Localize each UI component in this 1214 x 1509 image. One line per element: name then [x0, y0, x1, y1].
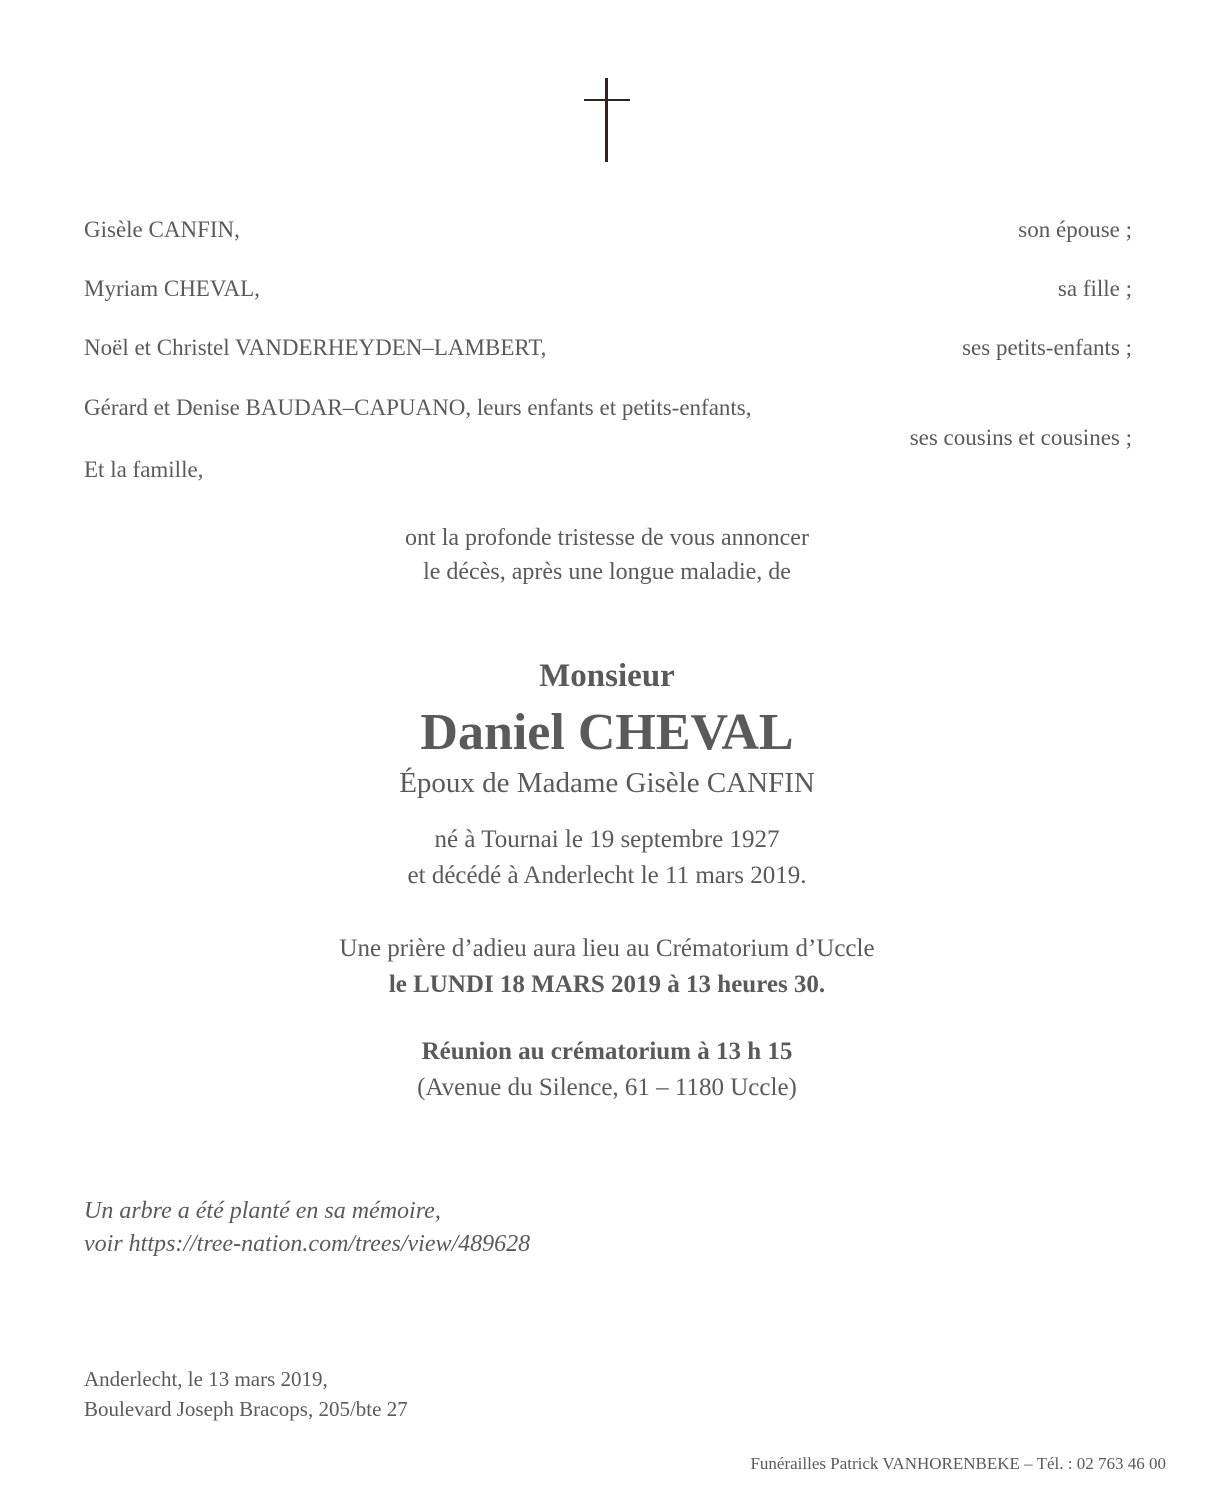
family-member-name: Noël et Christel VANDERHEYDEN–LAMBERT, — [84, 335, 547, 360]
meeting-time: Réunion au crématorium à 13 h 15 — [421, 1038, 793, 1065]
deceased-name: Daniel CHEVAL — [420, 704, 794, 761]
announcement — [0, 521, 1214, 589]
place-and-date — [84, 1364, 408, 1424]
cross-icon — [584, 78, 630, 162]
meeting-address: (Avenue du Silence, 61 – 1180 Uccle) — [417, 1074, 797, 1101]
announcement-line: ont la profonde tristesse de vous annoncer — [405, 525, 809, 551]
death-line: et décédé à Anderlecht le 11 mars 2019. — [407, 862, 807, 889]
family-member-relation: ses cousins et cousines ; — [909, 425, 1132, 450]
address-line: Boulevard Joseph Bracops, 205/bte 27 — [84, 1397, 408, 1421]
family-member-name: Myriam CHEVAL, — [84, 276, 260, 301]
ceremony-date: le LUNDI 18 MARS 2019 à 13 heures 30. — [388, 971, 826, 998]
tree-link: voir https://tree-nation.com/trees/view/489628 — [84, 1231, 531, 1257]
tree-line: Un arbre a été planté en sa mémoire, — [84, 1198, 441, 1224]
place-date-line: Anderlecht, le 13 mars 2019, — [84, 1367, 328, 1391]
family-member-name: Gisèle CANFIN, — [84, 217, 240, 242]
announcement-line: le décès, après une longue maladie, de — [423, 559, 791, 585]
birth-line: né à Tournai le 19 septembre 1927 — [434, 826, 780, 853]
family-member-relation: ses petits-enfants ; — [962, 335, 1132, 360]
funeral-home-footer: Funérailles Patrick VANHORENBEKE – Tél. : 02 763 46 00 — [750, 1454, 1166, 1473]
ceremony-line: Une prière d’adieu aura lieu au Crématorium d’Uccle — [339, 935, 875, 962]
deceased-title: Monsieur — [539, 658, 675, 694]
ceremony-info — [0, 931, 1214, 1003]
meeting-info — [0, 1034, 1214, 1106]
deceased-spouse: Époux de Madame Gisèle CANFIN — [399, 767, 815, 799]
family-member-name: Gérard et Denise BAUDAR–CAPUANO, leurs enfants et petits-enfants, — [84, 395, 752, 420]
family-member-name: Et la famille, — [84, 457, 204, 482]
tree-note — [84, 1195, 530, 1261]
life-dates — [0, 822, 1214, 894]
family-member-relation: son épouse ; — [1018, 217, 1132, 242]
family-member-relation: sa fille ; — [1057, 276, 1132, 301]
